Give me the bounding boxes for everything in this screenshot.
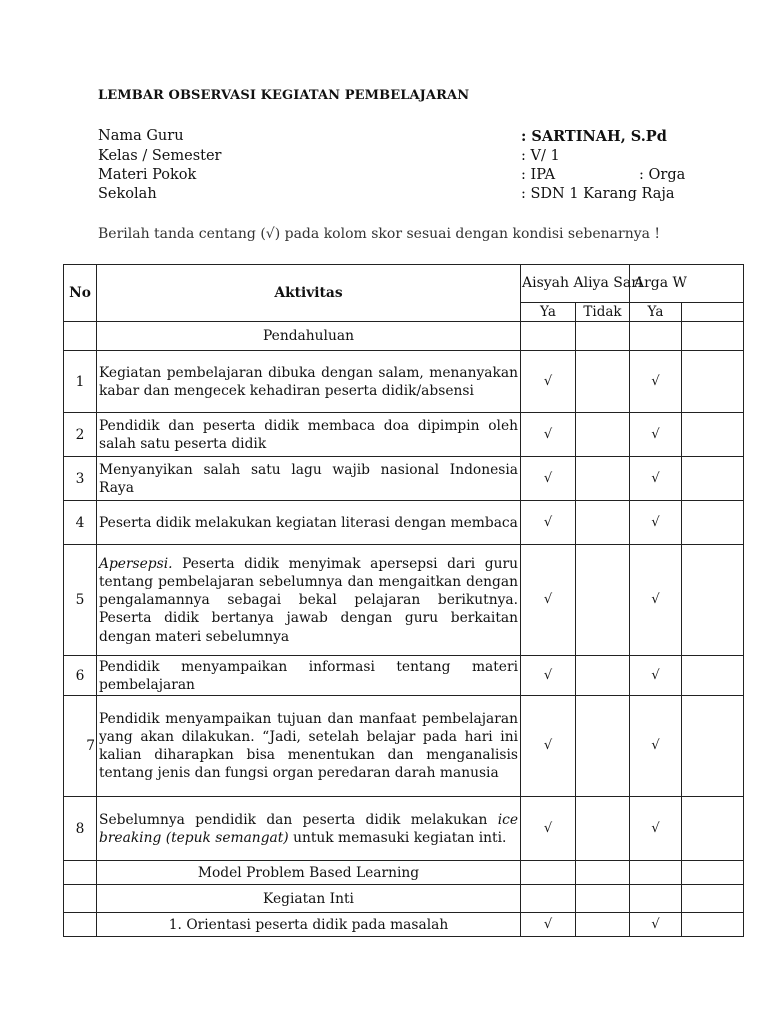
activity-text-start: Sebelumnya pendidik dan peserta didik melakukan	[99, 811, 498, 828]
check-mark: √	[521, 797, 576, 861]
table-row	[64, 696, 744, 797]
activity-text: Peserta didik melakukan kegiatan literasi dengan membaca	[97, 501, 521, 545]
activity-text	[97, 545, 521, 656]
document-title: LEMBAR OBSERVASI KEGIATAN PEMBELAJARAN	[98, 88, 470, 103]
section-kegiatan-inti: Kegiatan Inti	[97, 885, 521, 913]
guru-value: : SARTINAH, S.Pd	[521, 128, 667, 145]
table-row	[64, 457, 744, 501]
materi-extra: : Orga	[639, 167, 686, 183]
subheader-tidak	[682, 303, 744, 322]
header-activity: Aktivitas	[97, 265, 521, 322]
sekolah-value: : SDN 1 Karang Raja	[521, 186, 675, 202]
section-row	[64, 913, 744, 937]
section-orientasi: 1. Orientasi peserta didik pada masalah	[97, 913, 521, 937]
activity-italic: Apersepsi.	[99, 555, 173, 572]
check-mark: √	[521, 457, 576, 501]
activity-text: Menyanyikan salah satu lagu wajib nasional Indonesia Raya	[97, 457, 521, 501]
check-mark: √	[521, 545, 576, 656]
row-number: 8	[64, 797, 97, 861]
row-number: 4	[64, 501, 97, 545]
guru-label: Nama Guru	[98, 128, 184, 144]
row-number: 2	[64, 413, 97, 457]
section-row	[64, 322, 744, 351]
check-mark: √	[630, 501, 682, 545]
check-mark: √	[521, 351, 576, 413]
table-row	[64, 413, 744, 457]
activity-italic: ice breaking (tepuk semangat)	[99, 811, 518, 846]
row-number: 6	[64, 656, 97, 696]
row-number: 3	[64, 457, 97, 501]
table-row	[64, 501, 744, 545]
header-student-1: Aisyah Aliya Sari	[521, 265, 630, 303]
check-mark: √	[521, 913, 576, 937]
check-mark: √	[630, 545, 682, 656]
materi-value: : IPA	[521, 167, 556, 183]
observation-table-viewport	[63, 264, 687, 938]
subheader-tidak: Tidak	[576, 303, 630, 322]
check-mark: √	[630, 656, 682, 696]
check-mark: √	[521, 656, 576, 696]
table-row	[64, 797, 744, 861]
check-mark: √	[630, 351, 682, 413]
activity-text: Pendidik menyampaikan informasi tentang materi pembelajaran	[97, 656, 521, 696]
check-mark: √	[630, 696, 682, 797]
sekolah-label: Sekolah	[98, 186, 157, 202]
header-no: No	[64, 265, 97, 322]
check-mark: √	[521, 696, 576, 797]
section-model-pbl: Model Problem Based Learning	[97, 861, 521, 885]
row-number: 5	[64, 545, 97, 656]
activity-text-end: untuk memasuki kegiatan inti.	[288, 829, 507, 846]
activity-text: Pendidik dan peserta didik membaca doa dipimpin oleh salah satu peserta didik	[97, 413, 521, 457]
row-number: 7	[64, 696, 97, 797]
activity-text	[97, 797, 521, 861]
check-mark: √	[521, 413, 576, 457]
section-row	[64, 885, 744, 913]
kelas-label: Kelas / Semester	[98, 148, 222, 164]
table-row	[64, 351, 744, 413]
section-pendahuluan: Pendahuluan	[97, 322, 521, 351]
check-mark: √	[630, 457, 682, 501]
check-mark: √	[630, 913, 682, 937]
check-mark: √	[630, 797, 682, 861]
instruction-text: Berilah tanda centang (√) pada kolom skor sesuai dengan kondisi sebenarnya !	[98, 226, 661, 242]
subheader-ya: Ya	[630, 303, 682, 322]
header-student-2: Arga W	[630, 265, 744, 303]
table-row	[64, 656, 744, 696]
activity-text: Pendidik menyampaikan tujuan dan manfaat pembelajaran yang akan dilakukan. “Jadi, setelah belajar pada hari ini kalian diharapkan bisa menentukan dan menganalisis tentang jenis dan fungsi organ peredaran darah manusia	[97, 696, 521, 797]
subheader-ya: Ya	[521, 303, 576, 322]
activity-text-rest: Peserta didik menyimak apersepsi dari guru tentang pembelajaran sebelumnya dan mengaitkan dengan pengalamannya sebagai bekal pelajaran berikutnya. Peserta didik bertanya jawab dengan guru berkaitan dengan materi sebelumnya	[99, 555, 518, 645]
materi-label: Materi Pokok	[98, 167, 197, 183]
activity-text: Kegiatan pembelajaran dibuka dengan salam, menanyakan kabar dan mengecek kehadiran peserta didik/absensi	[97, 351, 521, 413]
table-row	[64, 545, 744, 656]
check-mark: √	[521, 501, 576, 545]
check-mark: √	[630, 413, 682, 457]
kelas-value: : V/ 1	[521, 148, 560, 164]
observation-table	[63, 264, 744, 937]
row-number: 1	[64, 351, 97, 413]
section-row	[64, 861, 744, 885]
